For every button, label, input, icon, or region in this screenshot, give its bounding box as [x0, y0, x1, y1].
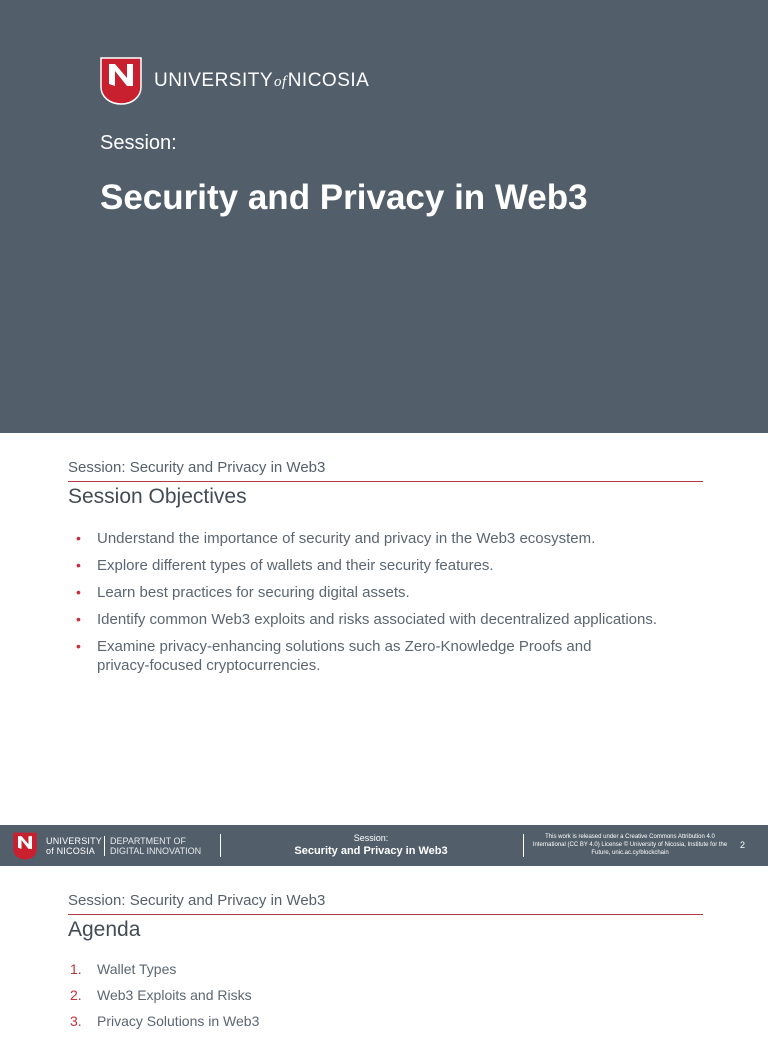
university-brand	[100, 57, 369, 105]
list-item	[70, 1013, 259, 1030]
list-item-text: Understand the importance of security and privacy in the Web3 ecosystem.	[97, 530, 596, 547]
footer-session	[260, 833, 482, 858]
brand-of: of	[274, 74, 287, 90]
footer-session-label: Session:	[353, 833, 389, 843]
footer-dept-line1: DEPARTMENT OF	[110, 836, 187, 846]
item-number: 3.	[70, 1013, 82, 1029]
list-item	[76, 583, 706, 602]
footer-dept-line2: DIGITAL INNOVATION	[110, 846, 202, 856]
presentation-title: Security and Privacy in Web3	[100, 178, 588, 217]
list-item-text: Privacy Solutions in Web3	[97, 1013, 260, 1029]
session-label: Session:	[100, 132, 177, 154]
footer-divider	[523, 834, 524, 857]
university-shield-icon	[12, 832, 38, 860]
bullet-icon: •	[76, 638, 81, 654]
footer-uni-line2: of NICOSIA	[46, 846, 96, 856]
list-item	[70, 987, 259, 1004]
bullet-icon: •	[76, 584, 81, 600]
footer-university	[46, 836, 102, 856]
item-number: 1.	[70, 961, 82, 977]
list-item-text: Learn best practices for securing digital assets.	[97, 584, 410, 601]
university-shield-icon	[100, 57, 142, 105]
list-item	[76, 556, 706, 575]
title-slide	[0, 0, 768, 433]
list-item-text: Explore different types of wallets and their security features.	[97, 557, 494, 574]
objectives-slide	[0, 433, 768, 825]
footer-divider	[220, 834, 221, 857]
footer-uni-line1: UNIVERSITY	[46, 836, 103, 846]
list-item	[76, 610, 706, 629]
bullet-icon: •	[76, 557, 81, 573]
footer-session-title: Security and Privacy in Web3	[294, 845, 448, 857]
university-wordmark	[154, 70, 369, 92]
list-item-text: Examine privacy-enhancing solutions such as Zero-Knowledge Proofs and privacy-focused cryptocurrencies.	[97, 638, 592, 674]
brand-part1: UNIVERSITY	[154, 70, 274, 91]
breadcrumb: Session: Security and Privacy in Web3	[68, 459, 326, 476]
objectives-list	[76, 529, 706, 683]
footer-department	[104, 836, 201, 856]
bullet-icon: •	[76, 530, 81, 546]
list-item-text: Web3 Exploits and Risks	[97, 987, 252, 1003]
agenda-slide	[0, 866, 768, 1029]
divider	[68, 481, 703, 482]
agenda-list	[70, 961, 259, 1039]
slide-footer	[0, 825, 768, 866]
item-number: 2.	[70, 987, 82, 1003]
brand-part2: NICOSIA	[287, 70, 370, 91]
breadcrumb: Session: Security and Privacy in Web3	[68, 892, 326, 909]
page-number: 2	[740, 840, 746, 850]
bullet-icon: •	[76, 611, 81, 627]
divider	[68, 914, 703, 915]
list-item	[76, 637, 636, 675]
slide-heading: Agenda	[68, 918, 141, 941]
footer-license: This work is released under a Creative Commons Attribution 4.0 International (CC BY 4.0) License © University of Nicosia, Institute for the Future, unic.ac.cy/blockchain	[532, 834, 728, 856]
list-item-text: Identify common Web3 exploits and risks associated with decentralized applications.	[97, 611, 658, 628]
slide-heading: Session Objectives	[68, 485, 247, 508]
list-item	[76, 529, 706, 548]
list-item-text: Wallet Types	[97, 961, 177, 977]
list-item	[70, 961, 259, 978]
